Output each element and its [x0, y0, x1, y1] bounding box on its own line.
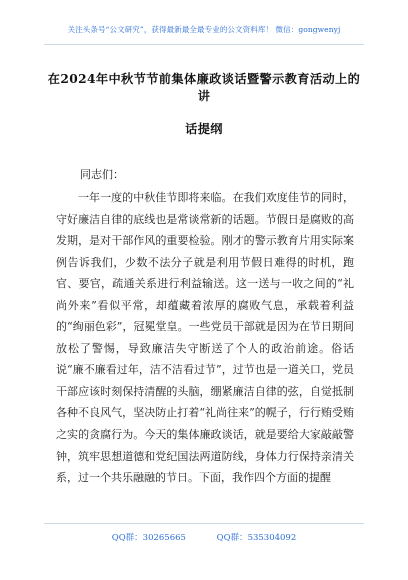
footer-qq-group-1: QQ群：30265665 — [111, 533, 186, 543]
footer-qq-group-2: QQ群：535304092 — [216, 533, 297, 543]
document-title-line2: 话提纲 — [185, 122, 223, 136]
body-paragraph: 一年一度的中秋佳节即将来临。在我们欢度佳节的同时，守好廉洁自律的底线也是常谈常新的话题。节假日是腐败的高发期，是对干部作风的重要检验。刚才的警示教育片用实际案例告诉我们，少数不法分子就是利用节假日难得的时机，跑官、要官，疏通关系进行利益输送。这一送与一收之间的“礼尚外来”看似平常，却蕴藏着浓厚的腐败气息，承载着利益的“绚丽色彩”，冠冕堂皇。一些党员干部就是因为在节日期间放松了警惕，导致廉洁失守断送了个人的政治前途。俗话说“廉不廉看过年，洁不洁看过节”，过节也是一道关口，党员干部应该时刻保持清醒的头脑，绷紧廉洁自律的弦，自觉抵制各种不良风气，坚决防止打着“礼尚往来”的幌子，行行贿受贿之实的贪腐行为。今天的集体廉政谈话，就是要给大家敲敲警钟，筑牢思想道德和党纪国法两道防线，身体力行保持亲清关系，过一个共乐融融的节日。下面，我作四个方面的提醒 — [56, 191, 354, 485]
document-title-line1: 在2024年中秋节节前集体廉政谈话暨警示教育活动上的讲 — [47, 72, 361, 103]
header-divider — [44, 44, 364, 45]
footer — [0, 531, 408, 543]
greeting: 同志们： — [80, 168, 124, 181]
footer-divider — [44, 523, 364, 524]
header-promo-note: 关注头条号“公文研究”，获得最新最全最专业的公文资料库！ 微信：gongwenyj — [67, 25, 341, 34]
